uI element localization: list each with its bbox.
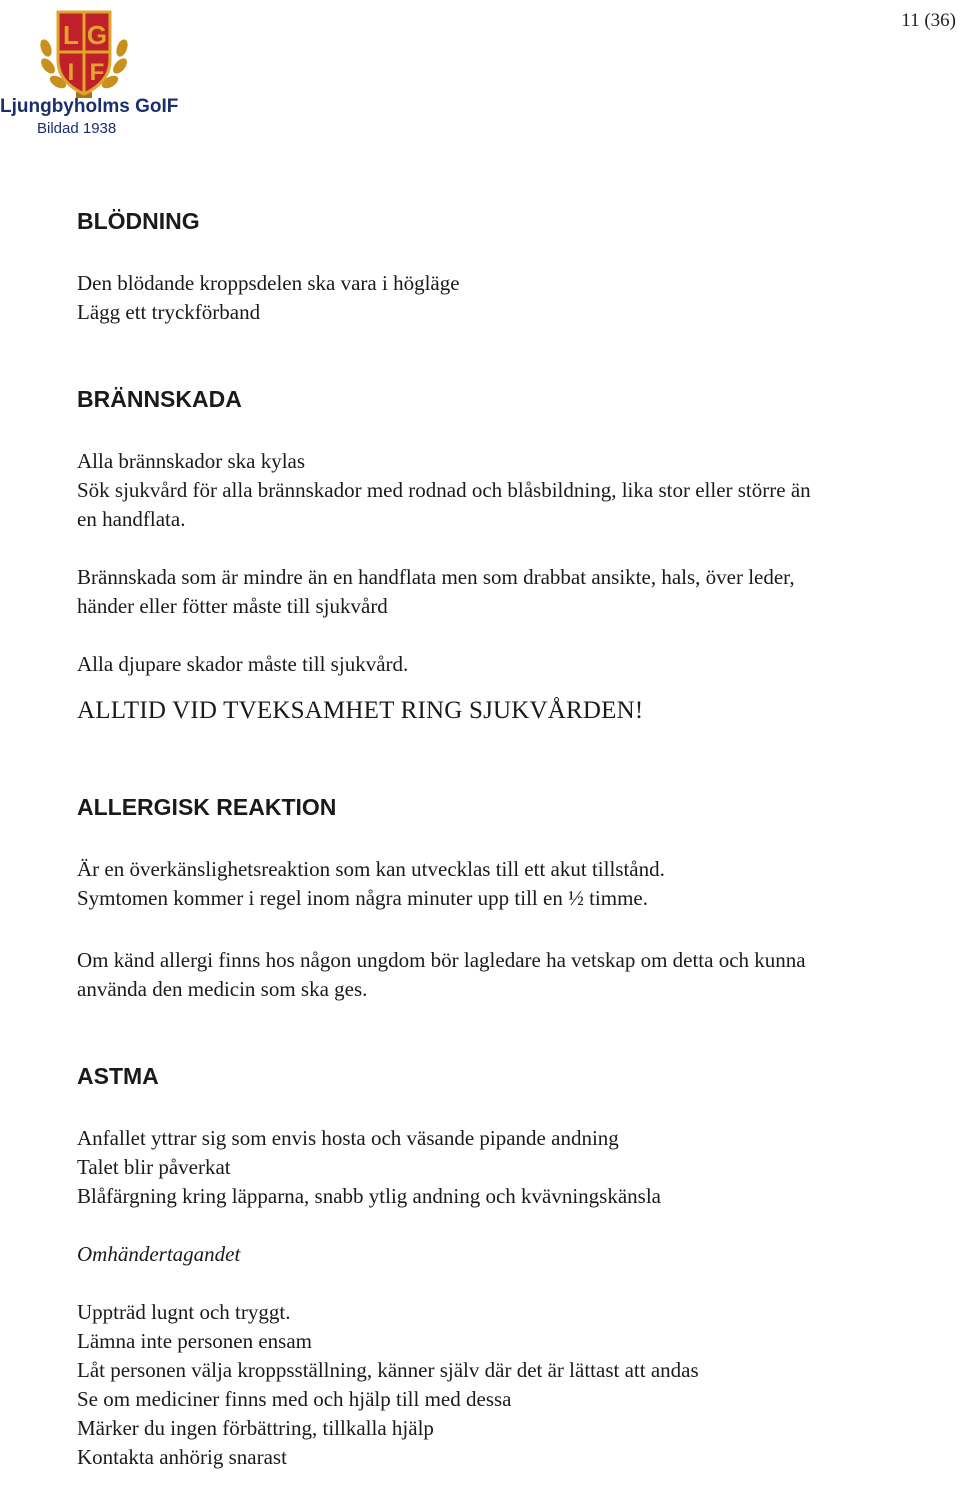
- text-line: Talet blir påverkat: [77, 1155, 231, 1179]
- text-line: Blåfärgning kring läpparna, snabb ytlig andning och kvävningskänsla: [77, 1184, 661, 1208]
- text-line: Om känd allergi finns hos någon ungdom bör lagledare ha vetskap om detta och kunna: [77, 948, 806, 972]
- heading-blodning: BLÖDNING: [77, 208, 200, 234]
- document-body: [77, 205, 952, 1472]
- text-line: Symtomen kommer i regel inom några minuter upp till en ½ timme.: [77, 886, 648, 910]
- logo-letter-f: F: [89, 59, 105, 86]
- club-name: Ljungbyholms GoIF: [0, 96, 179, 117]
- page-number: 11 (36): [901, 10, 956, 31]
- text-line: Är en överkänslighetsreaktion som kan utvecklas till ett akut tillstånd.: [77, 857, 665, 881]
- club-logo: [36, 8, 132, 104]
- text-line: Märker du ingen förbättring, tillkalla hjälp: [77, 1416, 434, 1440]
- heading-brannskada: BRÄNNSKADA: [77, 386, 242, 412]
- text-line: Lägg ett tryckförband: [77, 300, 261, 324]
- text-line: Uppträd lugnt och tryggt.: [77, 1300, 291, 1324]
- text-line: händer eller fötter måste till sjukvård: [77, 594, 388, 618]
- heading-astma: ASTMA: [77, 1063, 159, 1089]
- text-line: en handflata.: [77, 507, 186, 531]
- text-line: Sök sjukvård för alla brännskador med rodnad och blåsbildning, lika stor eller större än: [77, 478, 811, 502]
- text-line: använda den medicin som ska ges.: [77, 977, 368, 1001]
- text-line: Den blödande kroppsdelen ska vara i högläge: [77, 271, 460, 295]
- logo-letter-g: G: [86, 20, 108, 50]
- text-line: Låt personen välja kroppsställning, känner själv där det är lättast att andas: [77, 1358, 699, 1382]
- text-line: Lämna inte personen ensam: [77, 1329, 312, 1353]
- subheading-omhandertagandet: Omhändertagandet: [77, 1242, 241, 1266]
- heading-allergisk-reaktion: ALLERGISK REAKTION: [77, 794, 337, 820]
- text-line: Brännskada som är mindre än en handflata men som drabbat ansikte, hals, över leder,: [77, 565, 795, 589]
- text-line: Alla brännskador ska kylas: [77, 449, 306, 473]
- text-line: Alla djupare skador måste till sjukvård.: [77, 652, 409, 676]
- text-line: Kontakta anhörig snarast: [77, 1445, 287, 1469]
- logo-letter-i: I: [67, 59, 75, 86]
- text-line: Se om mediciner finns med och hjälp till med dessa: [77, 1387, 512, 1411]
- club-founded: Bildad 1938: [37, 120, 117, 137]
- logo-letter-l: L: [63, 20, 79, 50]
- text-line: Anfallet yttrar sig som envis hosta och väsande pipande andning: [77, 1126, 619, 1150]
- warning-text: ALLTID VID TVEKSAMHET RING SJUKVÅRDEN!: [77, 697, 644, 724]
